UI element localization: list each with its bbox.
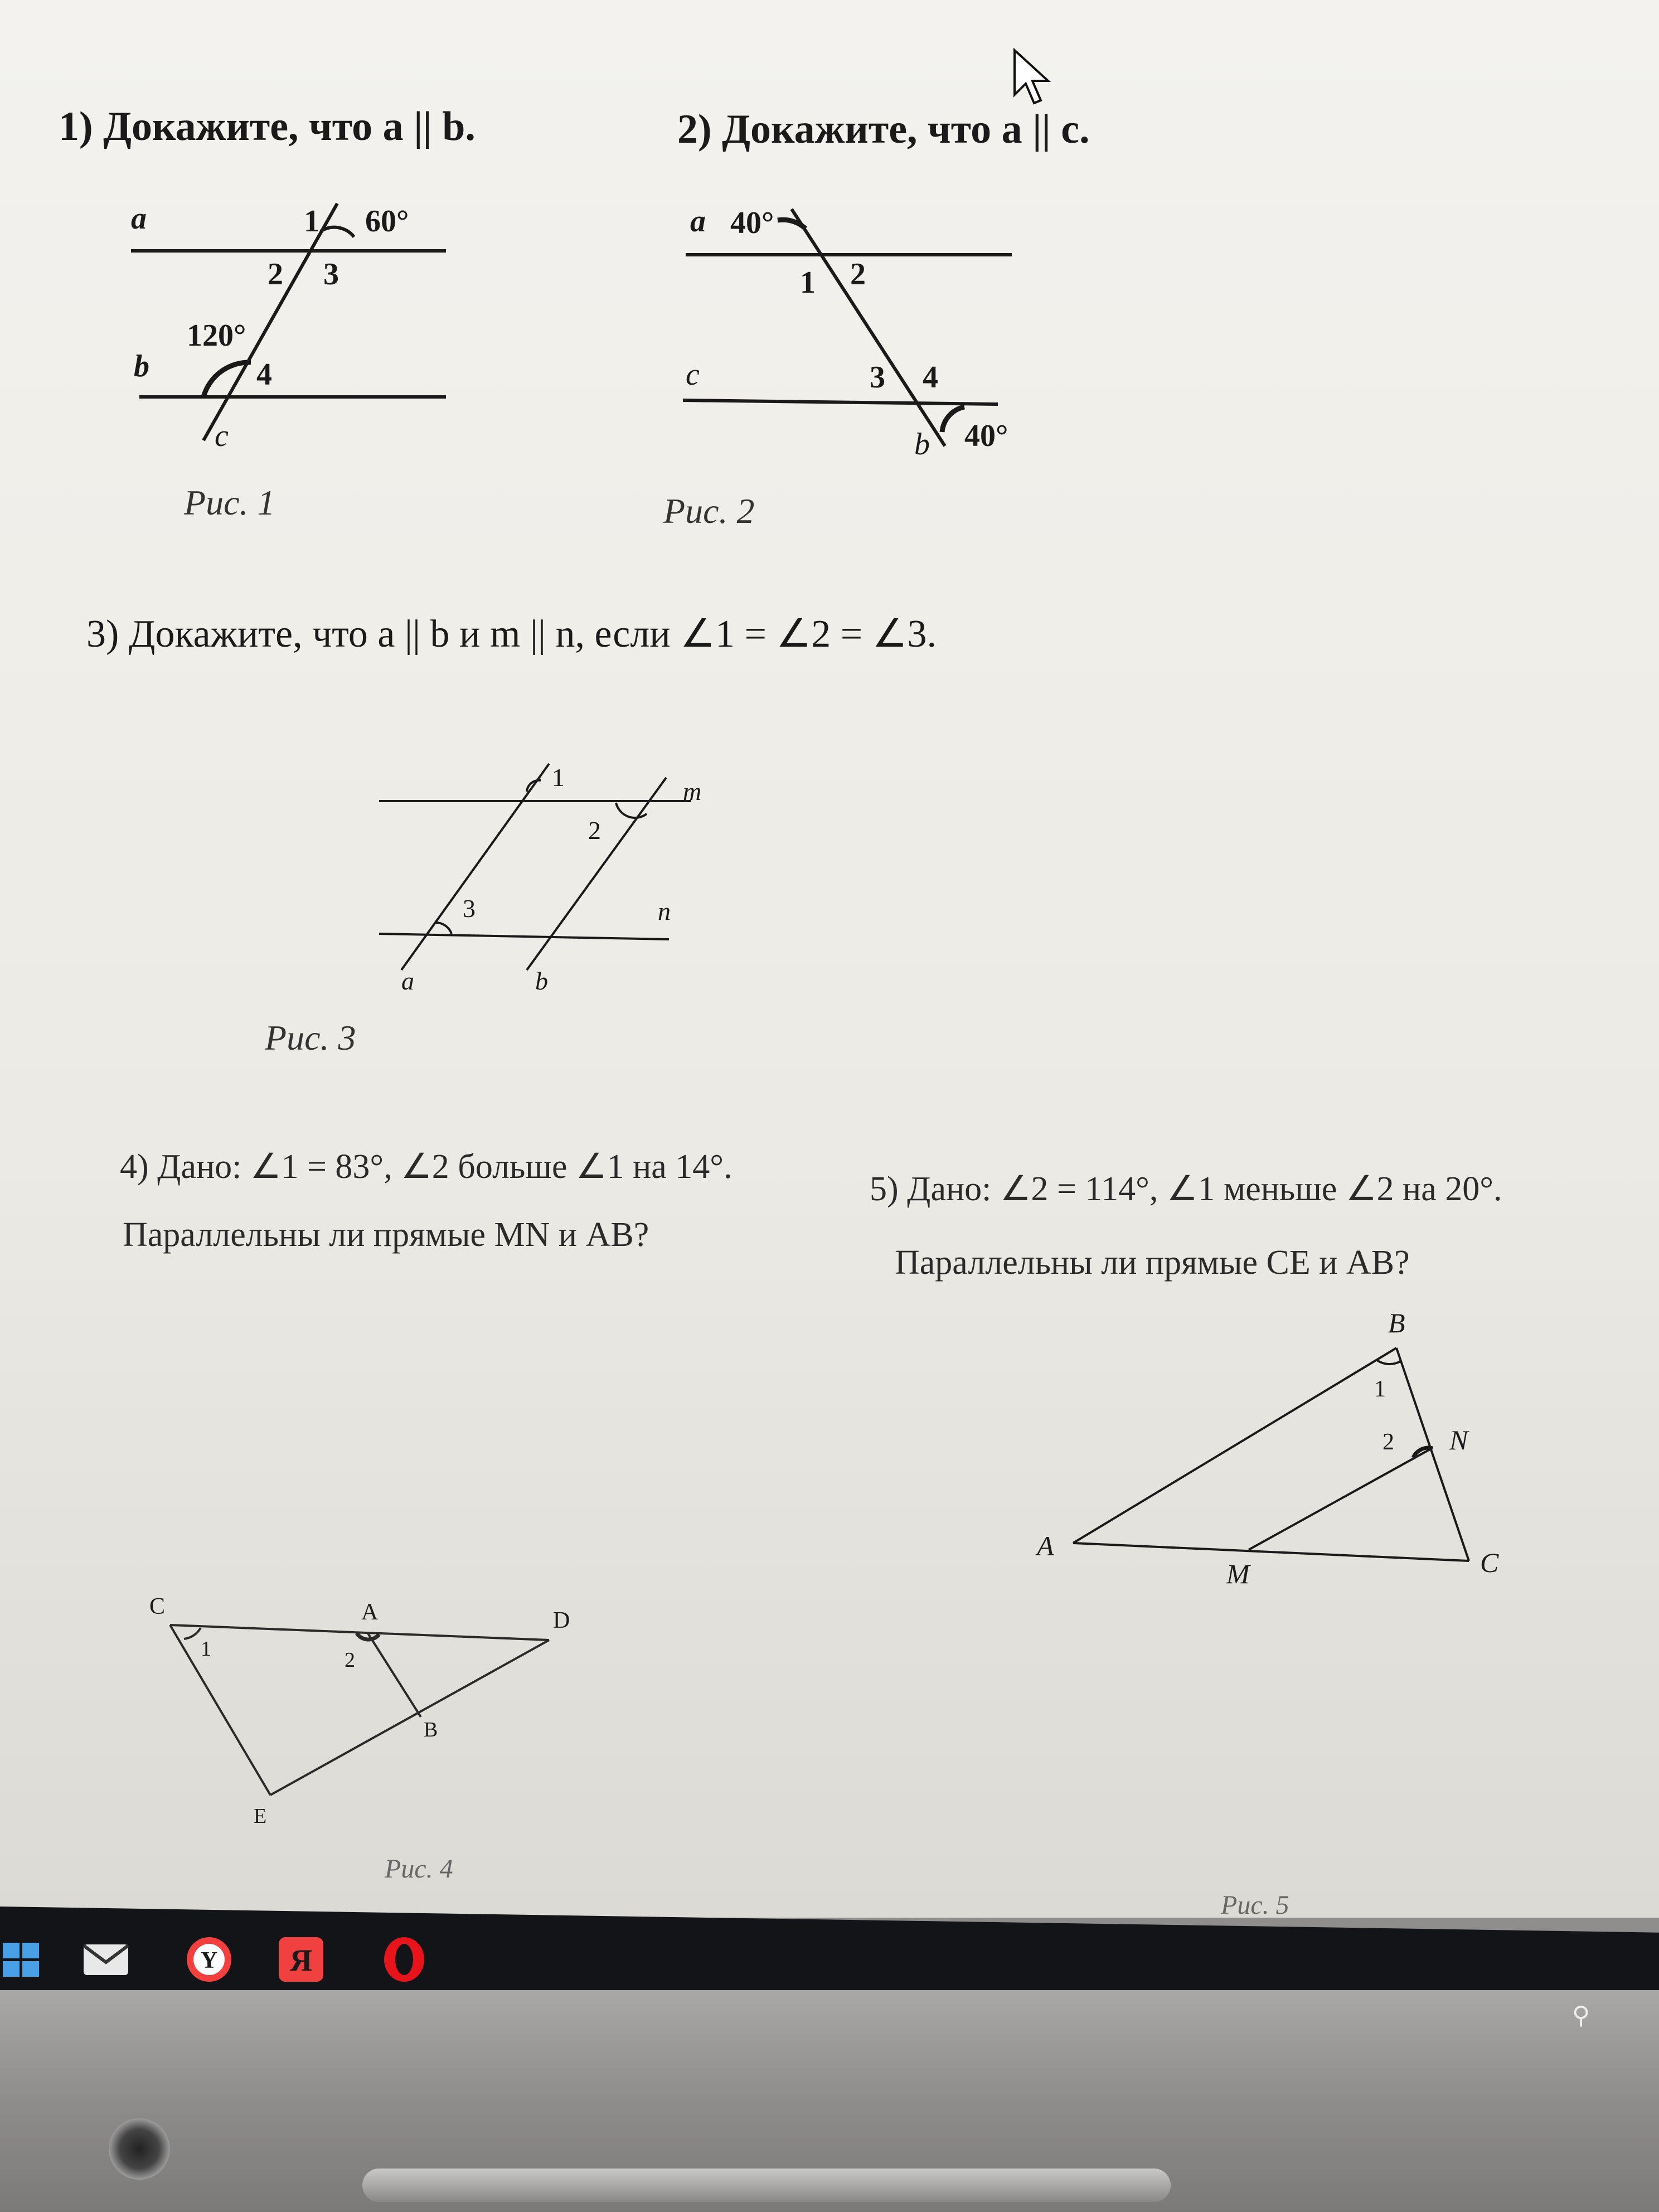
fig2-label-40-bottom: 40° (964, 419, 1008, 453)
fig5-label-B: B (1388, 1307, 1405, 1338)
network-icon: ⚲ (1572, 2001, 1590, 2030)
fig3-label-1: 1 (552, 763, 565, 792)
fig5-label-C: C (1480, 1547, 1499, 1578)
opera-icon[interactable] (379, 1934, 429, 1985)
fig2-label-a: a (690, 204, 706, 239)
mail-icon[interactable] (81, 1934, 131, 1985)
fig3-label-b: b (535, 967, 548, 995)
fig5-label-N: N (1449, 1424, 1468, 1456)
svg-text:Я: Я (289, 1943, 313, 1978)
fig5-label-M: M (1226, 1558, 1250, 1589)
fig5-label-A: A (1037, 1530, 1054, 1561)
fig1-label-120: 120° (187, 318, 246, 353)
fig1-label-60: 60° (365, 204, 409, 239)
fig3-label-a: a (401, 967, 414, 995)
fig1-label-b: b (134, 349, 149, 384)
fig5-line-AB (1073, 1348, 1396, 1543)
mouse-pointer-icon (1012, 47, 1056, 109)
fig2-label-40-top: 40° (730, 206, 774, 240)
fig3-caption: Рис. 3 (265, 1018, 356, 1058)
fig4-label-A: A (361, 1599, 379, 1625)
yandex-icon[interactable] (276, 1934, 326, 1985)
fig1-caption: Рис. 1 (184, 483, 275, 522)
fig1-label-2: 2 (268, 257, 283, 292)
laptop-hinge (362, 2169, 1171, 2202)
task3-title: 3) Докажите, что a || b и m || n, если ∠1 = ∠2 = ∠3. (86, 613, 937, 656)
fig1-label-c: c (215, 419, 229, 453)
task4-question: Параллельны ли прямые MN и AB? (123, 1216, 649, 1254)
fig2-label-b: b (914, 427, 930, 462)
fig4-caption: Рис. 4 (385, 1854, 453, 1884)
fig4-label-C: C (149, 1594, 166, 1619)
fig5-caption: Рис. 5 (1221, 1890, 1289, 1918)
task5-given: 5) Дано: ∠2 = 114°, ∠1 меньше ∠2 на 20°. (870, 1170, 1502, 1208)
fig3-label-m: m (683, 777, 702, 806)
fig2-caption: Рис. 2 (663, 491, 755, 531)
task5-question: Параллельны ли прямые CE и AB? (895, 1244, 1410, 1282)
fig1-label-4: 4 (256, 357, 272, 392)
fig2-label-4: 4 (923, 360, 938, 395)
fig2-label-c: c (686, 357, 700, 392)
fig3-label-3: 3 (463, 894, 476, 923)
fig3-label-2: 2 (588, 816, 601, 845)
fig2-label-3: 3 (870, 360, 885, 395)
fig2-label-1: 1 (800, 265, 816, 300)
fig1-label-a: a (131, 201, 147, 236)
fig5-label-2: 2 (1382, 1429, 1394, 1455)
fig4-label-D: D (553, 1608, 570, 1633)
yandex-browser-icon[interactable] (184, 1934, 234, 1985)
start-icon[interactable] (0, 1934, 50, 1985)
fig5-line-AC (1073, 1543, 1469, 1561)
webcam-icon (109, 2118, 170, 2180)
task4-given: 4) Дано: ∠1 = 83°, ∠2 больше ∠1 на 14°. (120, 1148, 733, 1186)
svg-text:Y: Y (200, 1948, 218, 1973)
fig4-label-2: 2 (345, 1648, 355, 1672)
task1-title: 1) Докажите, что a || b. (59, 104, 476, 149)
fig4-label-1: 1 (201, 1637, 211, 1661)
fig1-label-3: 3 (323, 257, 339, 292)
fig3-label-n: n (658, 897, 671, 925)
fig2-label-2: 2 (850, 257, 866, 292)
fig5-arc-1 (1377, 1360, 1400, 1364)
fig5-line-MN (1249, 1449, 1430, 1550)
fig4-label-B: B (424, 1718, 438, 1742)
fig1-label-1: 1 (304, 204, 319, 239)
fig5-label-1: 1 (1374, 1376, 1386, 1402)
fig4-label-E: E (254, 1804, 267, 1828)
task2-title: 2) Докажите, что a || c. (677, 106, 1090, 152)
